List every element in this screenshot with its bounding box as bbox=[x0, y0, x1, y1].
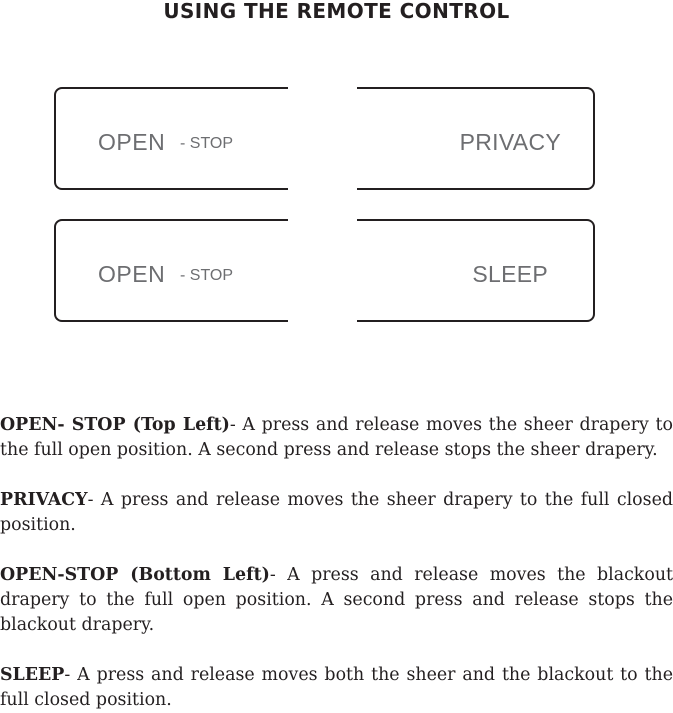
separator: - bbox=[87, 490, 101, 510]
description-open-stop-top bbox=[0, 413, 673, 463]
open-stop-bottom-button[interactable] bbox=[54, 219, 288, 322]
open-label: OPEN bbox=[98, 129, 166, 155]
separator: - bbox=[269, 565, 288, 585]
description-privacy bbox=[0, 488, 673, 538]
description-open-stop-bottom bbox=[0, 563, 673, 638]
term-sleep: SLEEP bbox=[0, 665, 65, 685]
description-sleep bbox=[0, 663, 673, 713]
separator: - bbox=[229, 415, 243, 435]
stop-label: - STOP bbox=[180, 267, 234, 284]
privacy-label: PRIVACY bbox=[459, 129, 561, 155]
description-text: A press and release moves the sheer drapery to the full closed position. bbox=[0, 490, 673, 535]
privacy-button[interactable] bbox=[357, 87, 595, 190]
open-label: OPEN bbox=[98, 261, 166, 287]
separator: - bbox=[64, 665, 78, 685]
sleep-label: SLEEP bbox=[472, 261, 548, 287]
page-title: USING THE REMOTE CONTROL bbox=[163, 0, 510, 23]
term-privacy: PRIVACY bbox=[0, 490, 88, 510]
sleep-button[interactable] bbox=[357, 219, 595, 322]
description-text: A press and release moves the blackout drapery to the full open position. A second press and release stops the blackout drapery. bbox=[0, 565, 673, 635]
term-open-stop-top: OPEN- STOP (Top Left) bbox=[0, 415, 230, 435]
term-open-stop-bottom: OPEN-STOP (Bottom Left) bbox=[0, 565, 270, 585]
description-text: A press and release moves both the sheer and the blackout to the full closed position. bbox=[0, 665, 673, 710]
stop-label: - STOP bbox=[180, 135, 234, 152]
open-stop-top-button[interactable] bbox=[54, 87, 288, 190]
description-text: A press and release moves the sheer drapery to the full open position. A second press and release stops the sheer drapery. bbox=[0, 415, 673, 460]
